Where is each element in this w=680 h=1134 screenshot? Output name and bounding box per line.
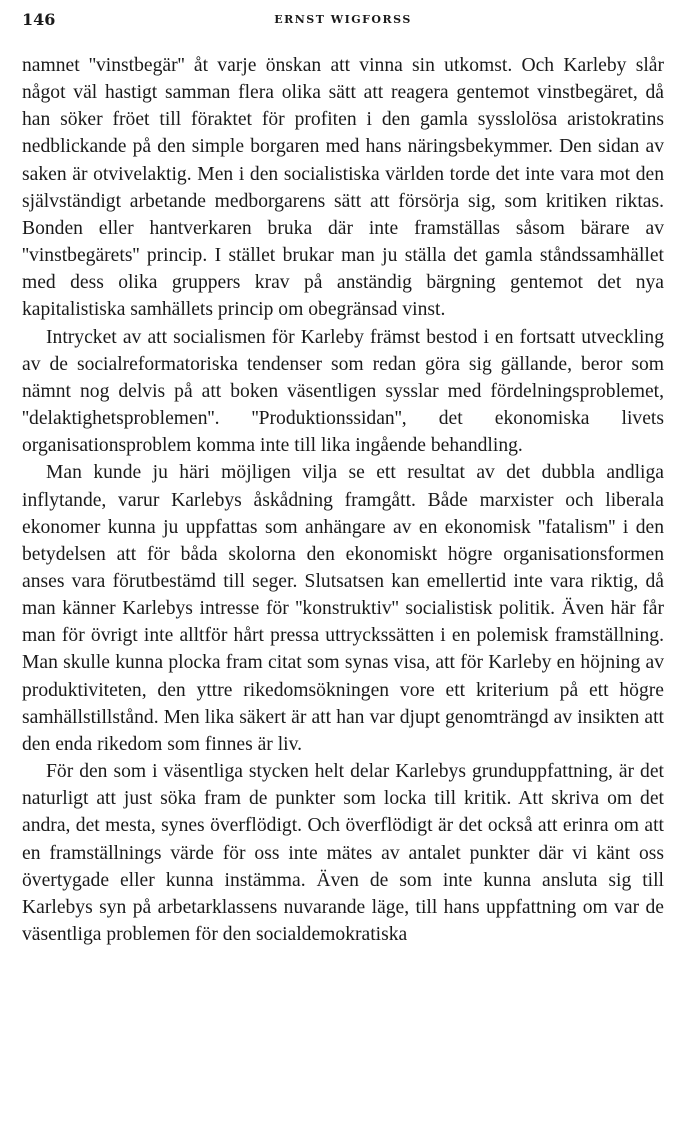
running-title: ERNST WIGFORSS — [274, 13, 412, 26]
paragraph: För den som i väsentliga stycken helt delar Karlebys grunduppfattning, är det naturligt att just söka fram de punkter som locka till kritik. Att skriva om det andra, det mesta, synes överflödigt. Och överflödigt är det också att erinra om att en framställnings värde för oss inte mätes av antalet punkter där vi känt oss övertygade eller kunna instämma. Även de som inte kunna ansluta sig till Karlebys syn på arbetarklassens nuvarande läge, till hans uppfattning om var de väsentliga problemen för den socialdemokratiska — [22, 761, 664, 945]
paragraph: Man kunde ju häri möjligen vilja se ett resultat av det dubbla andliga inflytande, varur Karlebys åskådning framgått. Både marxister och liberala ekonomer kunna ju uppfattas som anhängare av en ekonomisk ''fatalism'' i den betydelsen att för båda skolorna den ekonomiskt högre organisationsformen anses vara förutbestämd till seger. Slutsatsen kan emellertid inte vara riktig, då man känner Karlebys intresse för ''konstruktiv'' socialistisk politik. Även här får man för övrigt inte alltför hårt pressa uttryckssätten i en polemisk framställning. Man skulle kunna plocka fram citat som synas visa, att för Karleby en höjning av produktiviteten, den yttre rikedomsökningen vore ett kriterium på ett högre samhällstillstånd. Men lika säkert är att han var djupt genomträngd av insikten att den enda rikedom som finnes är liv. — [22, 462, 664, 755]
running-head — [22, 10, 664, 36]
paragraph: Intrycket av att socialismen för Karleby främst bestod i en fortsatt utveckling av de socialreformatoriska tendenser som redan göra sig gällande, beror som nämnt nog delvis på att boken väsentligen sysslar med fördelningsproblemet, ''delaktighetsproblemen''. ''Produktionssidan'', det ekonomiska livets organisationsproblem komma inte till lika ingående behandling. — [22, 326, 664, 457]
body-text — [22, 52, 664, 948]
page-number: 146 — [22, 10, 56, 29]
paragraph-continued: namnet ''vinstbegär'' åt varje önskan att vinna sin utkomst. Och Karleby slår något väl hastigt samman flera olika sätt att reagera gentemot vinstbegäret, då han söker fröet till föraktet för profiten i den gamla sysslolösa aristokratins nedblickande på den simple borgaren med hans näringsbekymmer. Den sidan av saken är otvivelaktig. Men i den socialistiska världen torde det inte vara mot den självständigt arbetande medborgarens sätt att försörja sig, som kritiken riktas. Bonden eller hantverkaren bruka där inte framställas såsom bärare av ''vinstbegärets'' princip. I stället brukar man ju ställa det gamla ståndssamhället med dess olika gruppers krav på anständig bärgning gentemot det nya kapitalistiska samhällets princip om obegränsad vinst. — [22, 55, 664, 321]
book-page — [22, 10, 664, 948]
